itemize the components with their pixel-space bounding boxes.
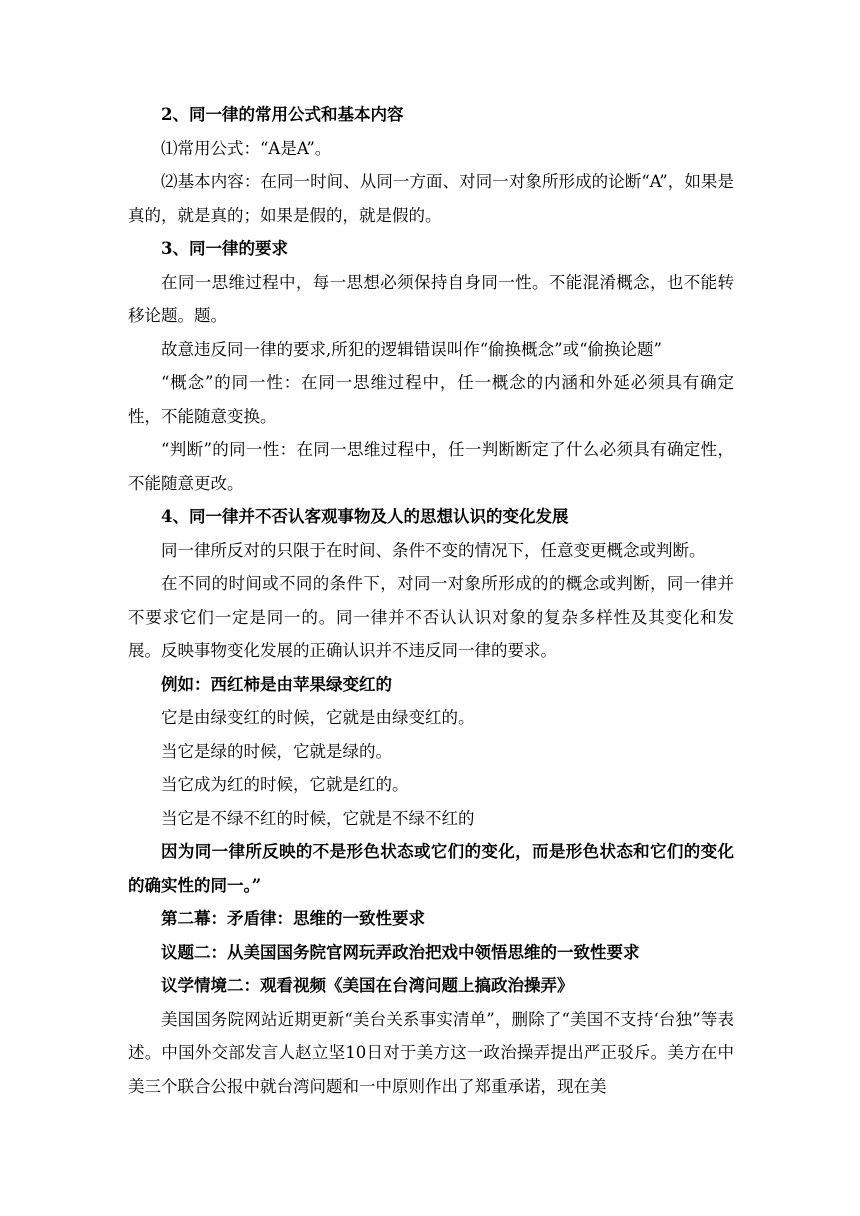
section-heading-3: 3、同一律的要求 <box>161 239 288 258</box>
logical-error-text: 故意违反同一律的要求,所犯的逻辑错误叫作“偷换概念”或“偷换论题” <box>161 339 662 359</box>
example-line-1: 它是由绿变红的时候，它就是由绿变红的。 <box>161 708 475 727</box>
identity-scope-text: 同一律所反对的只限于在时间、条件不变的情况下，任意变更概念或判断。 <box>161 540 706 560</box>
section-heading-4: 4、同一律并不否认客观事物及人的思想认识的变化发展 <box>161 507 569 526</box>
judgment-identity-text: “判断”的同一性：在同一思维过程中，任一判断断定了什么必须具有确定性，不能随意更改。 <box>128 440 734 493</box>
development-explanation-text: 在不同的时间或不同的条件下，对同一对象所形成的的概念或判断，同一律并不要求它们一定是同一的。同一律并不否认认识对象的复杂多样性及其变化和发展。反映事物变化发展的正确认识并不违反同一律的要求。 <box>128 574 734 660</box>
second-act-heading: 第二幕：矛盾律：思维的一致性要求 <box>161 909 425 928</box>
section-heading-2: 2、同一律的常用公式和基本内容 <box>161 105 404 124</box>
basic-content-text: ⑵基本内容：在同一时间、从同一方面、对同一对象所形成的论断“A”，如果是真的，就是真的；如果是假的，就是假的。 <box>128 172 734 225</box>
document-body <box>128 98 734 1103</box>
example-heading: 例如：西红柿是由苹果绿变红的 <box>161 674 392 694</box>
topic-two-heading: 议题二：从美国国务院官网玩弄政治把戏中领悟思维的一致性要求 <box>161 942 640 962</box>
common-formula-text: ⑴常用公式：“A是A”。 <box>161 138 332 158</box>
news-paragraph: 美国国务院网站近期更新“美台关系事实清单”，删除了“美国不支持‘台独”等表述。中国外交部发言人赵立坚10日对于美方这一政治操弄提出严正驳斥。美方在中美三个联合公报中就台湾问题和一中原则作出了郑重承诺，现在美 <box>128 1009 734 1096</box>
example-line-2: 当它是绿的时候，它就是绿的。 <box>161 741 392 761</box>
example-conclusion: 因为同一律所反映的不是形色状态或它们的变化，而是形色状态和它们的变化的确实性的同一。” <box>128 842 734 895</box>
identity-requirement-text: 在同一思维过程中，每一思想必须保持自身同一性。不能混淆概念，也不能转移论题。题。 <box>128 272 734 325</box>
concept-identity-text: “概念”的同一性：在同一思维过程中，任一概念的内涵和外延必须具有确定性，不能随意变换。 <box>128 373 734 426</box>
example-line-4: 当它是不绿不红的时候，它就是不绿不红的 <box>161 808 475 828</box>
example-line-3: 当它成为红的时候，它就是红的。 <box>161 775 409 794</box>
learning-context-heading: 议学情境二：观看视频《美国在台湾问题上搞政治操弄》 <box>161 976 574 995</box>
